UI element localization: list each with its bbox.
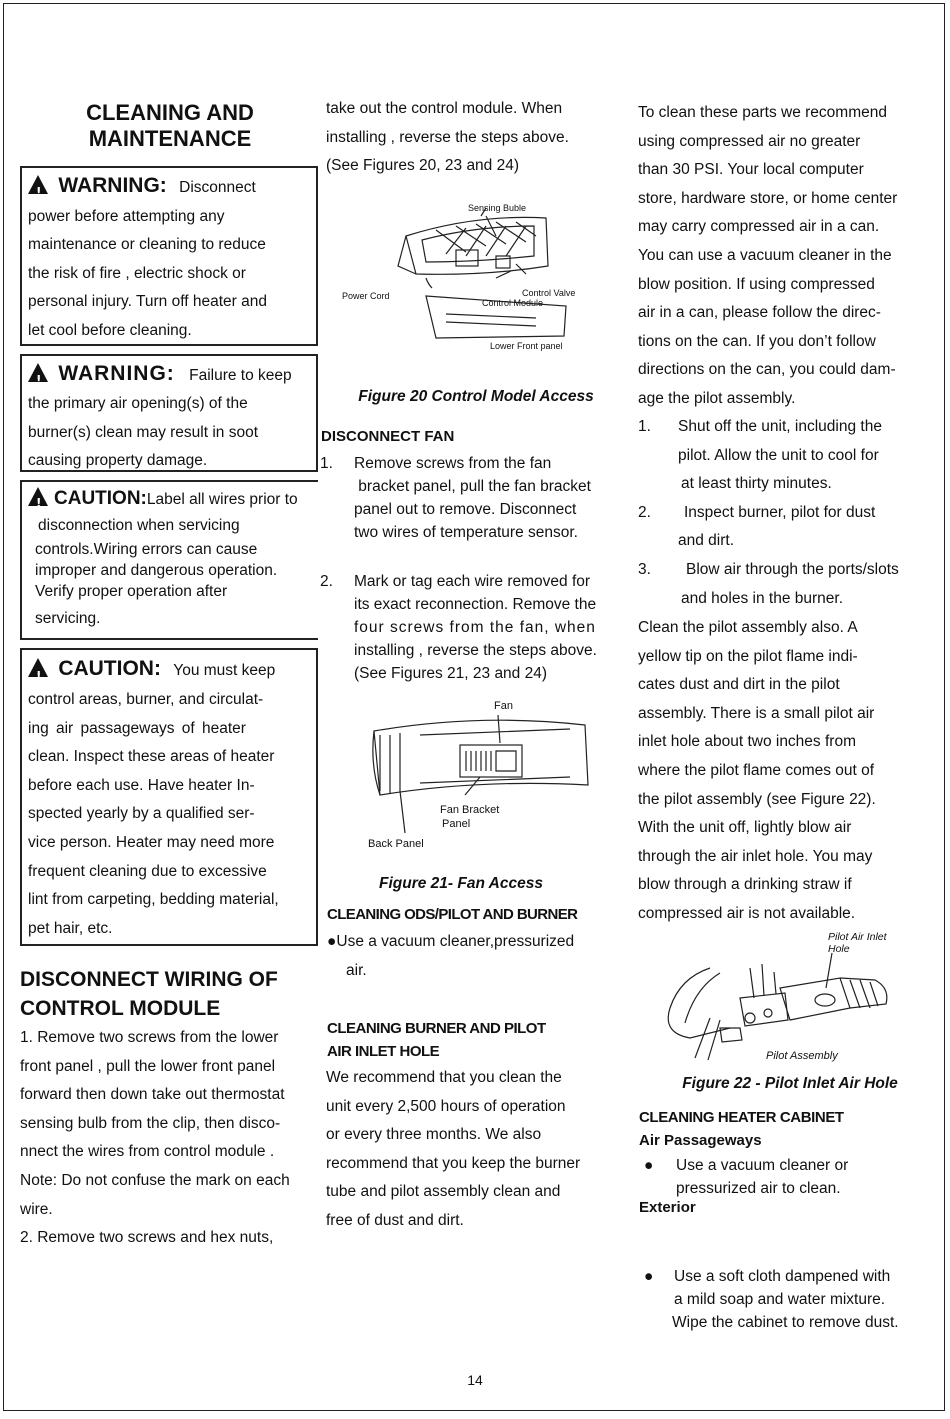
cleaning-ods-heading: CLEANING ODS/PILOT AND BURNER — [327, 906, 578, 923]
caution-text-line: control areas, burner, and circulat- — [28, 691, 264, 708]
caution-text-line: improper and dangerous operation. — [35, 562, 278, 579]
body-line: age the pilot assembly. — [638, 389, 796, 407]
list-line: Mark or tag each wire removed for — [354, 573, 591, 590]
list-item — [638, 499, 943, 556]
body-line: We recommend that you clean the — [326, 1069, 562, 1086]
section-title-line2: MAINTENANCE — [88, 126, 252, 151]
body-line: installing , reverse the steps above. — [326, 128, 569, 146]
body-line: tube and pilot assembly clean and — [326, 1183, 561, 1201]
disconnect-wiring-heading — [20, 965, 320, 1023]
figure-20-label: Sensing Buble — [468, 203, 527, 213]
body-line: You can use a vacuum cleaner in the — [638, 246, 892, 264]
pilot-cleaning-text — [638, 614, 943, 929]
section-title — [20, 100, 320, 152]
figure-22-caption: Figure 22 - Pilot Inlet Air Hole — [682, 1075, 898, 1092]
caution-text-line: clean. Inspect these areas of heater — [28, 748, 275, 766]
figure-21-label: Fan — [494, 700, 513, 712]
list-line: Use a vacuum cleaner or — [676, 1157, 849, 1174]
list-line: Use a soft cloth dampened with — [674, 1268, 891, 1285]
list-line: a mild soap and water mixture. — [674, 1291, 886, 1308]
caution-text-line: lint from carpeting, bedding material, — [28, 891, 279, 909]
body-line: yellow tip on the pilot flame indi- — [638, 647, 858, 665]
figure-20-label: Control Module — [482, 298, 544, 308]
warning-text-line: the risk of fire , electric shock or — [28, 264, 246, 282]
body-line: inlet hole about two inches from — [638, 733, 856, 751]
body-line: Note: Do not confuse the mark on each — [20, 1171, 290, 1189]
caution-box-wires — [20, 480, 318, 640]
disconnect-wiring-text — [20, 1024, 320, 1253]
list-line: Wipe the cabinet to remove dust. — [672, 1314, 899, 1331]
list-line: four screws from the fan, when — [354, 619, 596, 636]
list-line: its exact reconnection. Remove the — [354, 596, 597, 613]
list-item — [320, 452, 625, 544]
body-line: cates dust and dirt in the pilot — [638, 676, 840, 694]
body-line: Clean the pilot assembly also. A — [638, 619, 858, 636]
cleaning-burner-heading-line2: AIR INLET HOLE — [327, 1043, 440, 1060]
caution-text-line: Label all wires prior to — [146, 491, 298, 508]
warning-text-line: burner(s) clean may result in soot — [28, 423, 259, 441]
figure-22-pilot-assembly-diagram — [650, 928, 920, 1068]
body-line: forward then down take out thermostat — [20, 1086, 285, 1104]
bullet-text-cont: air. — [346, 962, 367, 979]
list-line: Inspect burner, pilot for dust — [684, 503, 876, 521]
body-line: front panel , pull the lower front panel — [20, 1057, 276, 1075]
list-number: 1. — [638, 418, 651, 435]
warning-triangle-icon — [28, 363, 48, 382]
list-line: installing , reverse the steps above. — [354, 642, 597, 659]
caution-text-line: vice person. Heater may need more — [28, 833, 275, 851]
control-module-continued — [326, 95, 626, 181]
list-number: 3. — [638, 560, 651, 578]
body-line: where the pilot flame comes out of — [638, 761, 875, 779]
cleaning-ods-bullet — [327, 928, 627, 957]
body-line: To clean these parts we recommend — [638, 104, 887, 121]
figure-20-caption: Figure 20 Control Model Access — [358, 388, 594, 405]
caution-text-line: You must keep — [173, 662, 276, 679]
figure-20-label: Power Cord — [342, 291, 390, 301]
disconnect-fan-heading: DISCONNECT FAN — [321, 428, 455, 445]
figure-21-label: Fan Bracket — [440, 804, 500, 816]
list-line: (See Figures 21, 23 and 24) — [354, 665, 548, 682]
list-line: bracket panel, pull the fan bracket — [354, 478, 591, 495]
caution-text-line: frequent cleaning due to excessive — [28, 862, 267, 880]
body-line: 2. Remove two screws and hex nuts, — [20, 1229, 274, 1247]
disconnect-wiring-heading-line1: DISCONNECT WIRING OF — [20, 968, 278, 991]
body-line: nnect the wires from control module . — [20, 1143, 275, 1161]
cleaning-cabinet-heading: CLEANING HEATER CABINET — [639, 1109, 844, 1126]
body-line: (See Figures 20, 23 and 24) — [326, 157, 520, 175]
caution-box-cleaning — [20, 648, 318, 946]
warning-box-soot — [20, 354, 318, 472]
list-number: 2. — [638, 503, 651, 521]
section-title-line1: CLEANING AND — [86, 100, 254, 125]
cleaning-burner-text — [326, 1064, 626, 1236]
body-line: air in a can, please follow the direc- — [638, 304, 881, 322]
figure-20-label: Control Valve — [522, 288, 576, 298]
body-line: recommend that you keep the burner — [326, 1154, 581, 1172]
body-line: sensing bulb from the clip, then disco- — [20, 1114, 281, 1132]
warning-text-line: Disconnect — [179, 179, 256, 196]
figure-20-label: Lower Front panel — [490, 341, 563, 351]
list-line: Remove screws from the fan — [354, 455, 552, 472]
exterior-heading: Exterior — [639, 1199, 696, 1216]
figure-22-label: Pilot Air Inlet — [828, 931, 887, 943]
list-line: two wires of temperature sensor. — [354, 524, 578, 541]
list-line: pressurized air to clean. — [676, 1180, 841, 1197]
warning-text-line: maintenance or cleaning to reduce — [28, 236, 266, 254]
figure-22-label: Hole — [828, 943, 850, 955]
body-line: take out the control module. When — [326, 100, 563, 117]
list-line: and dirt. — [678, 532, 735, 550]
caution-label: CAUTION: — [54, 488, 147, 509]
body-line: using compressed air no greater — [638, 132, 861, 150]
caution-text-line: servicing. — [35, 610, 101, 627]
caution-text-line: before each use. Have heater In- — [28, 776, 255, 794]
caution-text-line: pet hair, etc. — [28, 919, 113, 937]
caution-text-line: controls.Wiring errors can cause — [35, 541, 258, 558]
bullet-dot-icon: ● — [644, 1157, 654, 1174]
cleaning-burner-heading-line1: CLEANING BURNER AND PILOT — [327, 1020, 546, 1037]
list-line: at least thirty minutes. — [681, 475, 832, 493]
air-passageways-heading: Air Passageways — [639, 1132, 762, 1149]
body-line: 1. Remove two screws from the lower — [20, 1029, 279, 1046]
warning-triangle-icon — [28, 175, 48, 194]
warning-label: WARNING: — [58, 174, 167, 197]
list-line: Shut off the unit, including the — [678, 418, 882, 435]
list-line: and holes in the burner. — [681, 589, 844, 607]
body-line: compressed air is not available. — [638, 904, 856, 922]
warning-text-line: personal injury. Turn off heater and — [28, 293, 267, 311]
list-item — [320, 570, 625, 685]
pilot-steps-list — [638, 413, 943, 613]
caution-text-line: ing air passageways of heater — [28, 719, 246, 737]
body-line: blow position. If using compressed — [638, 275, 875, 293]
figure-21-label: Back Panel — [368, 838, 424, 850]
caution-triangle-icon — [28, 658, 48, 677]
body-line: through the air inlet hole. You may — [638, 847, 873, 865]
caution-text-line: Verify proper operation after — [35, 583, 228, 600]
warning-text-line: power before attempting any — [28, 207, 225, 225]
warning-label: WARNING: — [58, 362, 175, 385]
bullet-dot-icon: ● — [327, 933, 337, 950]
warning-box-disconnect — [20, 166, 318, 346]
body-line: free of dust and dirt. — [326, 1211, 464, 1229]
bullet-text: Use a vacuum cleaner,pressurized — [336, 933, 575, 950]
figure-21-fan-access-diagram — [360, 695, 600, 855]
body-line: blow through a drinking straw if — [638, 876, 852, 894]
body-line: store, hardware store, or home center — [638, 189, 898, 207]
list-item — [640, 1265, 950, 1334]
list-item — [638, 556, 943, 613]
list-line: pilot. Allow the unit to cool for — [678, 446, 879, 464]
list-item — [638, 413, 943, 499]
list-number: 1. — [320, 455, 333, 472]
list-number: 2. — [320, 573, 333, 590]
figure-21-label: Panel — [442, 818, 471, 830]
figure-22-label: Pilot Assembly — [766, 1050, 838, 1062]
body-line: than 30 PSI. Your local computer — [638, 161, 864, 179]
warning-text-line: causing property damage. — [28, 452, 208, 470]
list-line: panel out to remove. Disconnect — [354, 501, 577, 518]
body-line: wire. — [20, 1200, 53, 1218]
body-line: unit every 2,500 hours of operation — [326, 1097, 566, 1115]
body-line: directions on the can, you could dam- — [638, 361, 896, 379]
figure-20-control-module-diagram — [336, 196, 626, 356]
body-line: With the unit off, lightly blow air — [638, 819, 852, 837]
cleaning-burner-heading — [327, 1017, 546, 1063]
list-item — [640, 1154, 950, 1200]
figure-21-caption: Figure 21- Fan Access — [379, 875, 543, 892]
list-line: Blow air through the ports/slots — [686, 560, 899, 578]
body-line: the pilot assembly (see Figure 22). — [638, 790, 876, 808]
caution-text-line: spected yearly by a qualified ser- — [28, 805, 255, 823]
caution-text-line: disconnection when servicing — [38, 517, 240, 534]
warning-text-line: let cool before cleaning. — [28, 321, 192, 339]
compressed-air-text — [638, 99, 943, 414]
body-line: may carry compressed air in a can. — [638, 218, 880, 236]
page-number: 14 — [467, 1372, 483, 1388]
warning-text-line: Failure to keep — [189, 367, 292, 384]
body-line: tions on the can. If you don’t follow — [638, 332, 876, 350]
disconnect-wiring-heading-line2: CONTROL MODULE — [20, 997, 221, 1020]
bullet-dot-icon: ● — [644, 1268, 654, 1285]
body-line: or every three months. We also — [326, 1126, 542, 1144]
body-line: assembly. There is a small pilot air — [638, 704, 875, 722]
caution-label: CAUTION: — [58, 657, 161, 680]
warning-text-line: the primary air opening(s) of the — [28, 395, 248, 412]
caution-triangle-icon — [28, 487, 48, 506]
fan-steps-list — [320, 452, 625, 685]
